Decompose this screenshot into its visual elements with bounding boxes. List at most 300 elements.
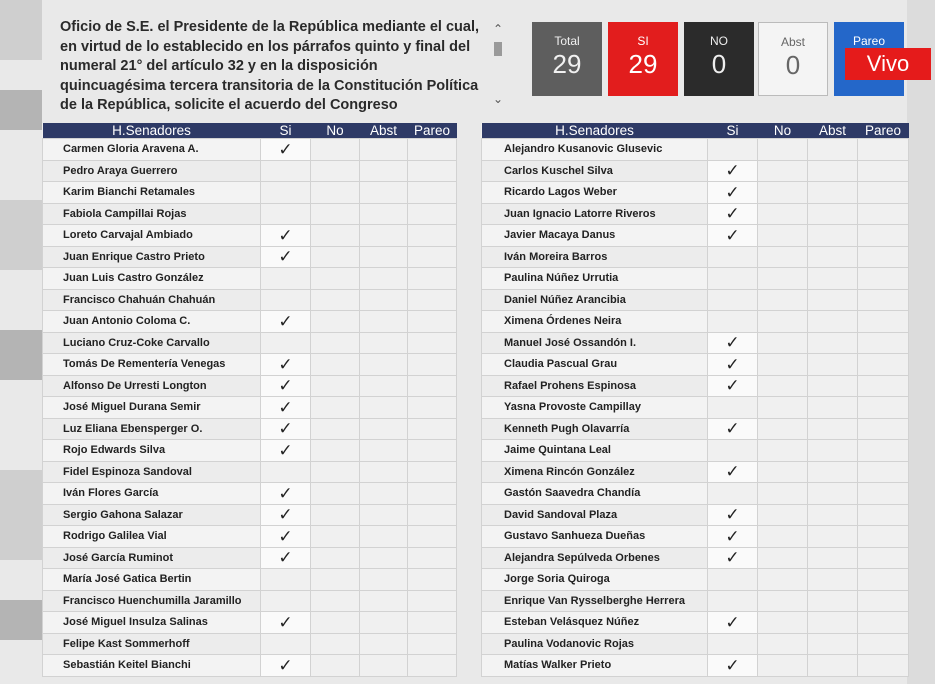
vote-cell-abst: [360, 418, 408, 440]
table-row: [43, 569, 457, 591]
table-row: [43, 332, 457, 354]
vote-cell-pareo: [408, 311, 457, 333]
table-row: [43, 483, 457, 505]
vote-cell-pareo: [408, 375, 457, 397]
vote-cell-si: [261, 139, 311, 161]
header-senators: H.Senadores: [482, 123, 708, 139]
vote-cell-pareo: [858, 246, 909, 268]
table-row: [482, 397, 909, 419]
tally-total-value: 29: [552, 49, 582, 79]
senator-name: Rodrigo Galilea Vial: [43, 526, 261, 548]
vote-cell-pareo: [408, 526, 457, 548]
table-row: [43, 160, 457, 182]
vote-cell-no: [758, 418, 808, 440]
vote-cell-si: [261, 375, 311, 397]
check-icon: ✓: [725, 462, 740, 482]
vote-cell-si: [261, 547, 311, 569]
table-row: [482, 633, 909, 655]
check-icon: ✓: [278, 655, 293, 675]
tally-abst-value: 0: [785, 50, 801, 80]
vote-cell-pareo: [858, 526, 909, 548]
vote-cell-no: [758, 633, 808, 655]
header-no: No: [311, 123, 360, 139]
vote-cell-abst: [360, 569, 408, 591]
senator-name: Rafael Prohens Espinosa: [482, 375, 708, 397]
vote-cell-abst: [808, 139, 858, 161]
vote-cell-abst: [808, 289, 858, 311]
vote-cell-pareo: [858, 418, 909, 440]
vote-cell-abst: [360, 461, 408, 483]
vote-cell-no: [758, 504, 808, 526]
vote-cell-si: [708, 461, 758, 483]
vote-cell-si: [708, 203, 758, 225]
table-row: [43, 590, 457, 612]
vote-cell-pareo: [858, 139, 909, 161]
header-no: No: [758, 123, 808, 139]
senator-name: Alfonso De Urresti Longton: [43, 375, 261, 397]
check-icon: ✓: [278, 225, 293, 245]
vote-cell-no: [758, 139, 808, 161]
table-row: [43, 289, 457, 311]
vote-cell-no: [311, 655, 360, 677]
senator-name: Sergio Gahona Salazar: [43, 504, 261, 526]
vote-cell-abst: [360, 612, 408, 634]
vote-cell-abst: [360, 139, 408, 161]
senator-name: Alejandra Sepúlveda Orbenes: [482, 547, 708, 569]
check-icon: ✓: [725, 526, 740, 546]
vote-cell-abst: [360, 160, 408, 182]
vote-cell-no: [311, 375, 360, 397]
vote-cell-abst: [808, 547, 858, 569]
bg-stripe: [0, 470, 42, 560]
senator-name: Fabiola Campillai Rojas: [43, 203, 261, 225]
header-senators: H.Senadores: [43, 123, 261, 139]
vote-cell-no: [311, 354, 360, 376]
vote-cell-pareo: [858, 612, 909, 634]
vote-cell-pareo: [408, 332, 457, 354]
vote-cell-abst: [360, 332, 408, 354]
vote-cell-abst: [808, 182, 858, 204]
vote-cell-pareo: [858, 590, 909, 612]
vote-cell-no: [758, 182, 808, 204]
vote-cell-abst: [808, 246, 858, 268]
table-row: [43, 504, 457, 526]
table-row: [43, 311, 457, 333]
vote-cell-pareo: [858, 397, 909, 419]
vote-cell-abst: [808, 268, 858, 290]
vote-cell-pareo: [858, 311, 909, 333]
vote-cell-abst: [808, 612, 858, 634]
table-row: [482, 332, 909, 354]
vote-cell-no: [311, 526, 360, 548]
check-icon: ✓: [278, 548, 293, 568]
vote-cell-si: [261, 354, 311, 376]
bg-stripe: [0, 600, 42, 640]
senator-name: Juan Enrique Castro Prieto: [43, 246, 261, 268]
header-abst: Abst: [360, 123, 408, 139]
table-row: [482, 246, 909, 268]
vote-cell-si: [261, 311, 311, 333]
vote-cell-pareo: [858, 504, 909, 526]
vote-cell-si: [261, 483, 311, 505]
vote-cell-no: [758, 461, 808, 483]
senator-name: Luciano Cruz-Coke Carvallo: [43, 332, 261, 354]
vote-cell-no: [758, 246, 808, 268]
vote-cell-pareo: [408, 397, 457, 419]
vote-cell-no: [311, 440, 360, 462]
vote-cell-pareo: [408, 655, 457, 677]
vote-cell-si: [261, 397, 311, 419]
vote-cell-abst: [360, 526, 408, 548]
senator-name: Luz Eliana Ebensperger O.: [43, 418, 261, 440]
vote-cell-abst: [360, 289, 408, 311]
senators-table-right: [481, 123, 909, 677]
vote-cell-si: [708, 526, 758, 548]
senator-name: Manuel José Ossandón I.: [482, 332, 708, 354]
check-icon: ✓: [278, 397, 293, 417]
vote-cell-no: [311, 397, 360, 419]
vote-cell-pareo: [858, 633, 909, 655]
vote-cell-pareo: [408, 612, 457, 634]
check-icon: ✓: [725, 161, 740, 181]
senator-name: Daniel Núñez Arancibia: [482, 289, 708, 311]
table-row: [482, 504, 909, 526]
vote-cell-pareo: [408, 160, 457, 182]
vote-cell-si: [708, 590, 758, 612]
vote-cell-pareo: [858, 483, 909, 505]
vote-cell-no: [311, 311, 360, 333]
vote-cell-si: [708, 375, 758, 397]
vote-cell-si: [708, 354, 758, 376]
vote-cell-abst: [808, 440, 858, 462]
table-row: [43, 547, 457, 569]
vote-cell-pareo: [408, 418, 457, 440]
vote-cell-abst: [808, 504, 858, 526]
check-icon: ✓: [725, 548, 740, 568]
vote-cell-abst: [360, 268, 408, 290]
vote-cell-si: [261, 268, 311, 290]
senator-name: Juan Antonio Coloma C.: [43, 311, 261, 333]
bg-stripe: [0, 0, 42, 60]
table-row: [482, 289, 909, 311]
senator-name: Tomás De Rementería Venegas: [43, 354, 261, 376]
senator-name: Yasna Provoste Campillay: [482, 397, 708, 419]
vote-cell-abst: [360, 225, 408, 247]
table-row: [482, 418, 909, 440]
vote-cell-abst: [808, 461, 858, 483]
vote-cell-no: [758, 160, 808, 182]
vote-cell-pareo: [408, 633, 457, 655]
motion-scroll[interactable]: [490, 22, 506, 106]
check-icon: ✓: [278, 440, 293, 460]
senator-name: José García Ruminot: [43, 547, 261, 569]
vote-cell-no: [758, 547, 808, 569]
senator-name: Francisco Chahuán Chahuán: [43, 289, 261, 311]
table-row: [482, 160, 909, 182]
vote-cell-si: [708, 569, 758, 591]
table-row: [482, 268, 909, 290]
vote-cell-no: [758, 655, 808, 677]
vote-cell-no: [311, 160, 360, 182]
vote-cell-si: [261, 569, 311, 591]
vote-cell-si: [708, 655, 758, 677]
tally-si-value: 29: [628, 49, 658, 79]
vote-cell-no: [758, 590, 808, 612]
vote-cell-no: [758, 526, 808, 548]
vote-cell-abst: [360, 203, 408, 225]
tally-si: [608, 22, 678, 96]
vote-cell-pareo: [408, 504, 457, 526]
vote-cell-pareo: [408, 461, 457, 483]
vote-cell-si: [708, 504, 758, 526]
check-icon: ✓: [278, 526, 293, 546]
vote-cell-si: [708, 182, 758, 204]
vote-cell-si: [261, 160, 311, 182]
table-row: [43, 354, 457, 376]
senators-table-left: [42, 123, 457, 677]
vote-cell-si: [708, 289, 758, 311]
vote-cell-pareo: [408, 139, 457, 161]
tally-si-label: SI: [637, 34, 649, 48]
senator-name: José Miguel Durana Semir: [43, 397, 261, 419]
vote-cell-pareo: [858, 182, 909, 204]
vote-cell-no: [311, 246, 360, 268]
scroll-thumb[interactable]: [494, 42, 502, 56]
table-row: [43, 612, 457, 634]
senator-name: Juan Ignacio Latorre Riveros: [482, 203, 708, 225]
tally-pareo-label: Pareo: [852, 34, 886, 48]
vote-cell-abst: [808, 311, 858, 333]
senator-name: Claudia Pascual Grau: [482, 354, 708, 376]
table-row: [482, 461, 909, 483]
vote-cell-no: [311, 182, 360, 204]
vote-cell-no: [311, 332, 360, 354]
vote-cell-no: [758, 311, 808, 333]
table-row: [43, 397, 457, 419]
check-icon: ✓: [725, 505, 740, 525]
vote-cell-abst: [808, 418, 858, 440]
table-row: [43, 655, 457, 677]
vote-cell-no: [758, 569, 808, 591]
vote-cell-si: [261, 590, 311, 612]
senator-name: José Miguel Insulza Salinas: [43, 612, 261, 634]
vote-cell-si: [708, 160, 758, 182]
senator-name: Fidel Espinoza Sandoval: [43, 461, 261, 483]
check-icon: ✓: [725, 333, 740, 353]
vote-cell-abst: [808, 225, 858, 247]
vote-cell-si: [261, 182, 311, 204]
vote-cell-no: [311, 289, 360, 311]
tally-no-value: 0: [711, 49, 727, 79]
vote-cell-no: [311, 418, 360, 440]
vote-cell-no: [311, 268, 360, 290]
senator-name: Juan Luis Castro González: [43, 268, 261, 290]
header-pareo: Pareo: [408, 123, 457, 139]
vote-cell-si: [708, 311, 758, 333]
vote-cell-abst: [808, 160, 858, 182]
table-row: [43, 182, 457, 204]
tally-abst-label: Abst: [780, 35, 805, 49]
bg-stripe: [0, 200, 42, 270]
table-row: [482, 225, 909, 247]
scroll-down-icon[interactable]: ⌄: [492, 92, 504, 106]
vote-cell-pareo: [858, 547, 909, 569]
table-row: [482, 612, 909, 634]
vote-cell-no: [758, 203, 808, 225]
table-row: [482, 590, 909, 612]
vote-cell-no: [311, 504, 360, 526]
senator-name: Esteban Velásquez Núñez: [482, 612, 708, 634]
check-icon: ✓: [725, 612, 740, 632]
vote-cell-si: [261, 504, 311, 526]
table-row: [482, 569, 909, 591]
vote-cell-pareo: [408, 203, 457, 225]
vote-cell-abst: [808, 633, 858, 655]
vote-cell-abst: [360, 440, 408, 462]
vote-cell-no: [311, 225, 360, 247]
vote-cell-abst: [808, 354, 858, 376]
vote-cell-no: [311, 461, 360, 483]
check-icon: ✓: [725, 182, 740, 202]
table-row: [482, 547, 909, 569]
vote-cell-pareo: [408, 225, 457, 247]
senator-name: Ximena Órdenes Neira: [482, 311, 708, 333]
check-icon: ✓: [278, 311, 293, 331]
table-header-row: [43, 123, 457, 139]
vote-cell-abst: [808, 483, 858, 505]
vote-cell-pareo: [858, 225, 909, 247]
senator-name: Sebastián Keitel Bianchi: [43, 655, 261, 677]
table-row: [482, 526, 909, 548]
vote-cell-no: [758, 354, 808, 376]
table-row: [482, 203, 909, 225]
vote-cell-si: [708, 440, 758, 462]
senator-name: Pedro Araya Guerrero: [43, 160, 261, 182]
motion-description: Oficio de S.E. el Presidente de la República mediante el cual, en virtud de lo establecido en los párrafos quinto y final del numeral 21° del artículo 32 y en la disposición quincuagésima tercera transitoria de la Constitución Política de la República, solicite el acuerdo del Congreso: [60, 19, 480, 113]
scroll-up-icon[interactable]: ⌃: [492, 22, 504, 36]
vote-cell-no: [311, 483, 360, 505]
senator-name: Matías Walker Prieto: [482, 655, 708, 677]
senator-name: Iván Flores García: [43, 483, 261, 505]
vote-cell-si: [708, 418, 758, 440]
vote-cell-pareo: [858, 375, 909, 397]
table-row: [43, 375, 457, 397]
vote-cell-abst: [360, 182, 408, 204]
vote-cell-pareo: [408, 569, 457, 591]
vote-cell-si: [708, 139, 758, 161]
table-row: [43, 246, 457, 268]
check-icon: ✓: [278, 505, 293, 525]
senator-name: María José Gatica Bertin: [43, 569, 261, 591]
vote-cell-abst: [808, 332, 858, 354]
bg-stripe: [0, 330, 42, 380]
vote-cell-pareo: [408, 289, 457, 311]
vote-cell-si: [261, 655, 311, 677]
vote-cell-pareo: [408, 246, 457, 268]
vote-cell-no: [758, 397, 808, 419]
vote-cell-si: [261, 225, 311, 247]
table-row: [482, 182, 909, 204]
vote-cell-abst: [808, 590, 858, 612]
senator-name: Ricardo Lagos Weber: [482, 182, 708, 204]
vote-cell-pareo: [858, 289, 909, 311]
table-row: [43, 203, 457, 225]
senator-name: Felipe Kast Sommerhoff: [43, 633, 261, 655]
table-row: [482, 440, 909, 462]
vote-cell-si: [261, 203, 311, 225]
vote-cell-abst: [360, 354, 408, 376]
table-row: [43, 139, 457, 161]
senator-name: Francisco Huenchumilla Jaramillo: [43, 590, 261, 612]
vote-cell-no: [758, 225, 808, 247]
vote-cell-pareo: [858, 655, 909, 677]
vote-cell-abst: [360, 590, 408, 612]
vote-cell-abst: [808, 655, 858, 677]
vote-cell-abst: [360, 633, 408, 655]
vote-cell-abst: [360, 246, 408, 268]
table-header-row: [482, 123, 909, 139]
senator-name: Alejandro Kusanovic Glusevic: [482, 139, 708, 161]
senator-name: Ximena Rincón González: [482, 461, 708, 483]
check-icon: ✓: [278, 483, 293, 503]
vote-cell-si: [261, 440, 311, 462]
header-pareo: Pareo: [858, 123, 909, 139]
vote-cell-abst: [360, 483, 408, 505]
table-row: [482, 655, 909, 677]
senator-name: Gastón Saavedra Chandía: [482, 483, 708, 505]
vote-cell-abst: [360, 547, 408, 569]
vote-cell-pareo: [408, 590, 457, 612]
vote-cell-pareo: [408, 268, 457, 290]
check-icon: ✓: [725, 376, 740, 396]
vote-cell-pareo: [858, 354, 909, 376]
vote-cell-no: [311, 569, 360, 591]
vote-cell-no: [758, 375, 808, 397]
vote-cell-si: [708, 246, 758, 268]
vote-cell-no: [758, 483, 808, 505]
bg-stripe: [0, 90, 42, 130]
senator-name: Carlos Kuschel Silva: [482, 160, 708, 182]
vote-cell-no: [311, 633, 360, 655]
vote-cell-no: [311, 612, 360, 634]
vote-cell-no: [758, 440, 808, 462]
vote-cell-no: [311, 139, 360, 161]
vote-cell-no: [311, 203, 360, 225]
table-row: [43, 461, 457, 483]
vote-cell-no: [758, 332, 808, 354]
table-row: [43, 268, 457, 290]
senator-name: Jaime Quintana Leal: [482, 440, 708, 462]
senator-name: Rojo Edwards Silva: [43, 440, 261, 462]
vote-cell-no: [758, 612, 808, 634]
vote-cell-si: [708, 483, 758, 505]
vote-cell-si: [261, 332, 311, 354]
vote-cell-si: [708, 397, 758, 419]
check-icon: ✓: [725, 655, 740, 675]
vote-cell-pareo: [408, 354, 457, 376]
table-row: [43, 633, 457, 655]
vote-cell-pareo: [858, 569, 909, 591]
check-icon: ✓: [278, 376, 293, 396]
tally-abst: [758, 22, 828, 96]
table-row: [43, 440, 457, 462]
vote-cell-no: [311, 547, 360, 569]
senator-name: Enrique Van Rysselberghe Herrera: [482, 590, 708, 612]
header-abst: Abst: [808, 123, 858, 139]
header-si: Si: [708, 123, 758, 139]
vote-cell-abst: [360, 655, 408, 677]
senator-name: Paulina Núñez Urrutia: [482, 268, 708, 290]
